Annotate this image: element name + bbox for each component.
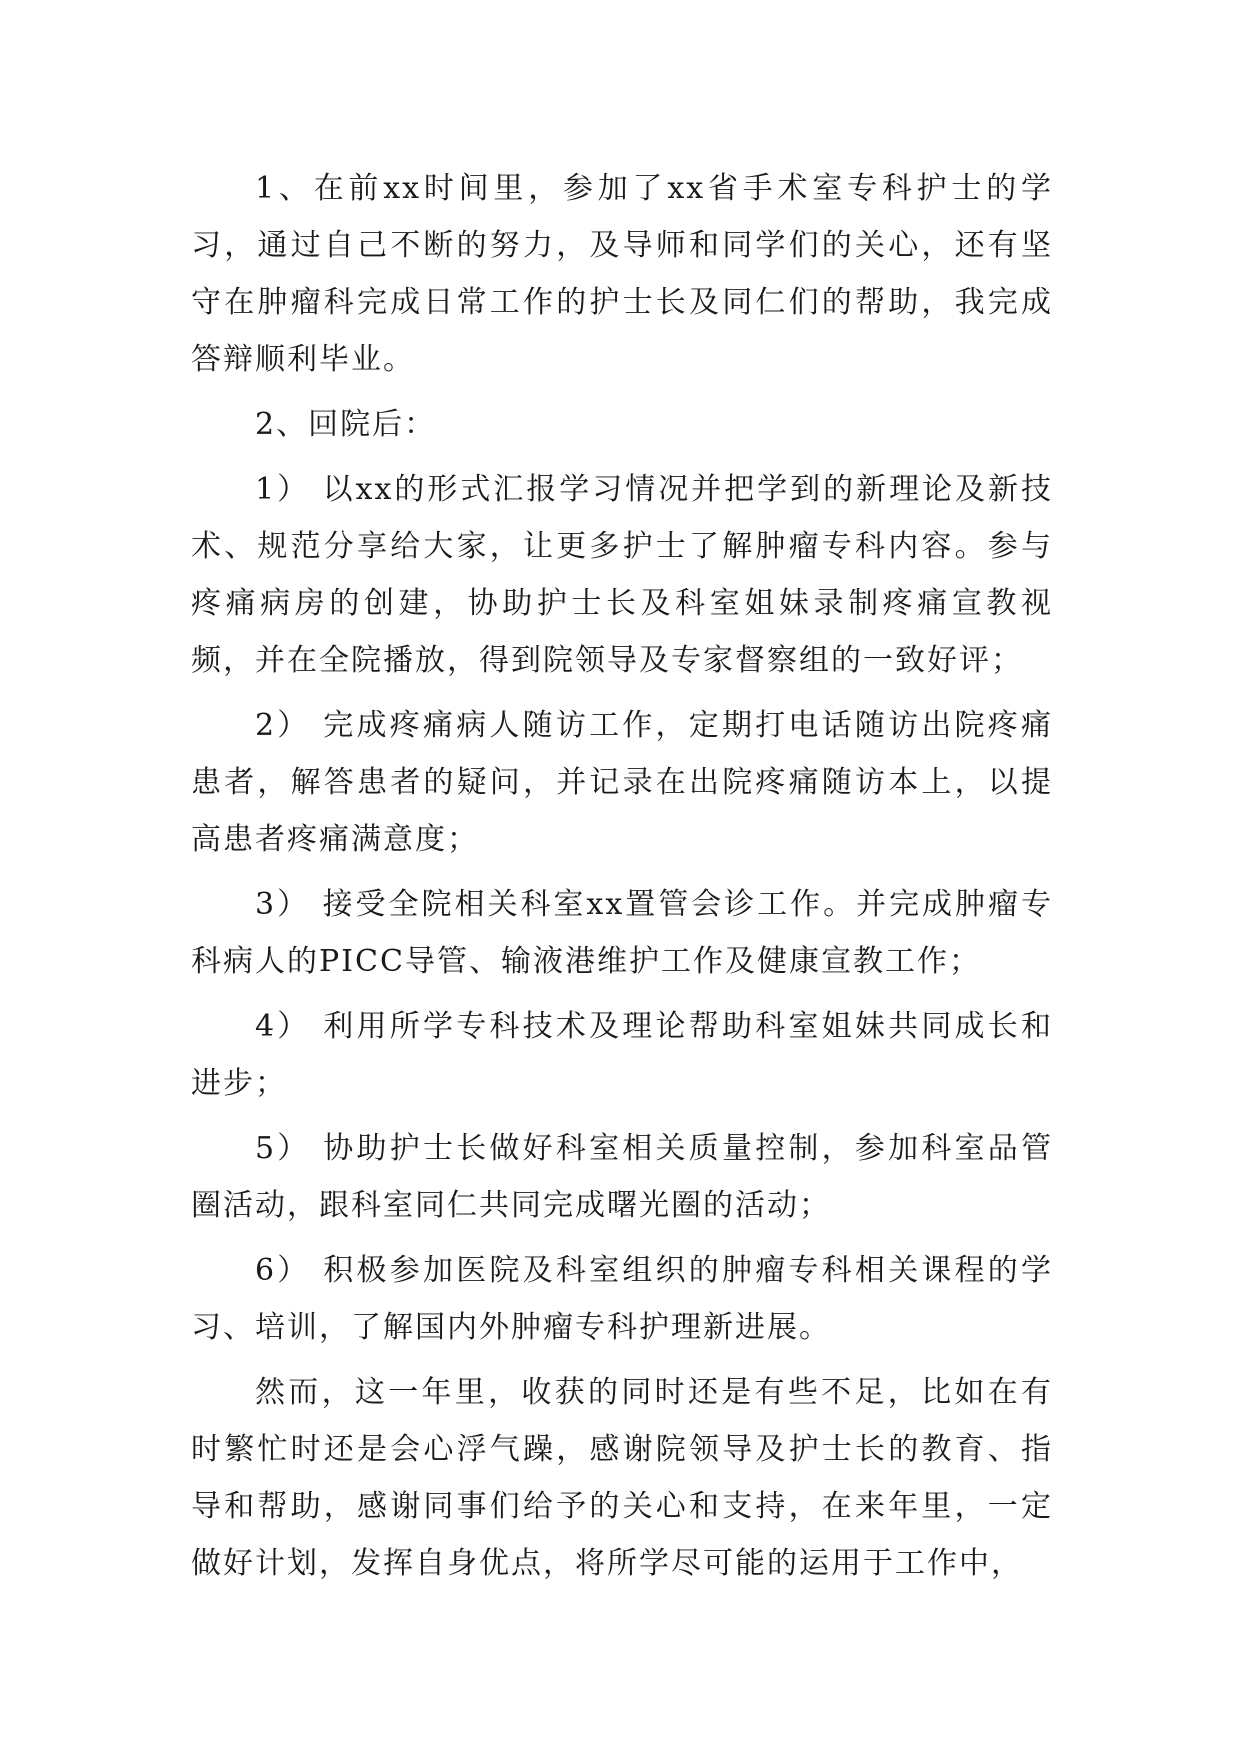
paragraph-item-4: 4） 利用所学专科技术及理论帮助科室姐妹共同成长和进步； [191,1009,1053,1101]
paragraph-reflection: 然而，这一年里，收获的同时还是有些不足，比如在有时繁忙时还是会心浮气躁，感谢院领导及护士长的教育、指导和帮助，感谢同事们给予的关心和支持，在来年里，一定做好计划，发挥自身优点，将所学尽可能的运用于工作中， [191,1375,1053,1581]
paragraph-item-3: 3） 接受全院相关科室xx置管会诊工作。并完成肿瘤专科病人的PICC导管、输液港维护工作及健康宣教工作； [191,887,1053,979]
paragraph-item-2: 2） 完成疼痛病人随访工作，定期打电话随访出院疼痛患者，解答患者的疑问，并记录在出院疼痛随访本上，以提高患者疼痛满意度； [191,708,1053,857]
document-body [191,160,1053,1592]
paragraph-after-return-heading: 2、回院后： [255,407,437,442]
paragraph-item-6: 6） 积极参加医院及科室组织的肿瘤专科相关课程的学习、培训，了解国内外肿瘤专科护理新进展。 [191,1253,1053,1345]
paragraph-study-experience: 1、在前xx时间里，参加了xx省手术室专科护士的学习，通过自己不断的努力，及导师和同学们的关心，还有坚守在肿瘤科完成日常工作的护士长及同仁们的帮助，我完成答辩顺利毕业。 [191,171,1053,377]
paragraph-item-5: 5） 协助护士长做好科室相关质量控制，参加科室品管圈活动，跟科室同仁共同完成曙光圈的活动； [191,1131,1053,1223]
paragraph-item-1: 1） 以xx的形式汇报学习情况并把学到的新理论及新技术、规范分享给大家，让更多护士了解肿瘤专科内容。参与疼痛病房的创建，协助护士长及科室姐妹录制疼痛宣教视频，并在全院播放，得到院领导及专家督察组的一致好评； [191,472,1053,678]
